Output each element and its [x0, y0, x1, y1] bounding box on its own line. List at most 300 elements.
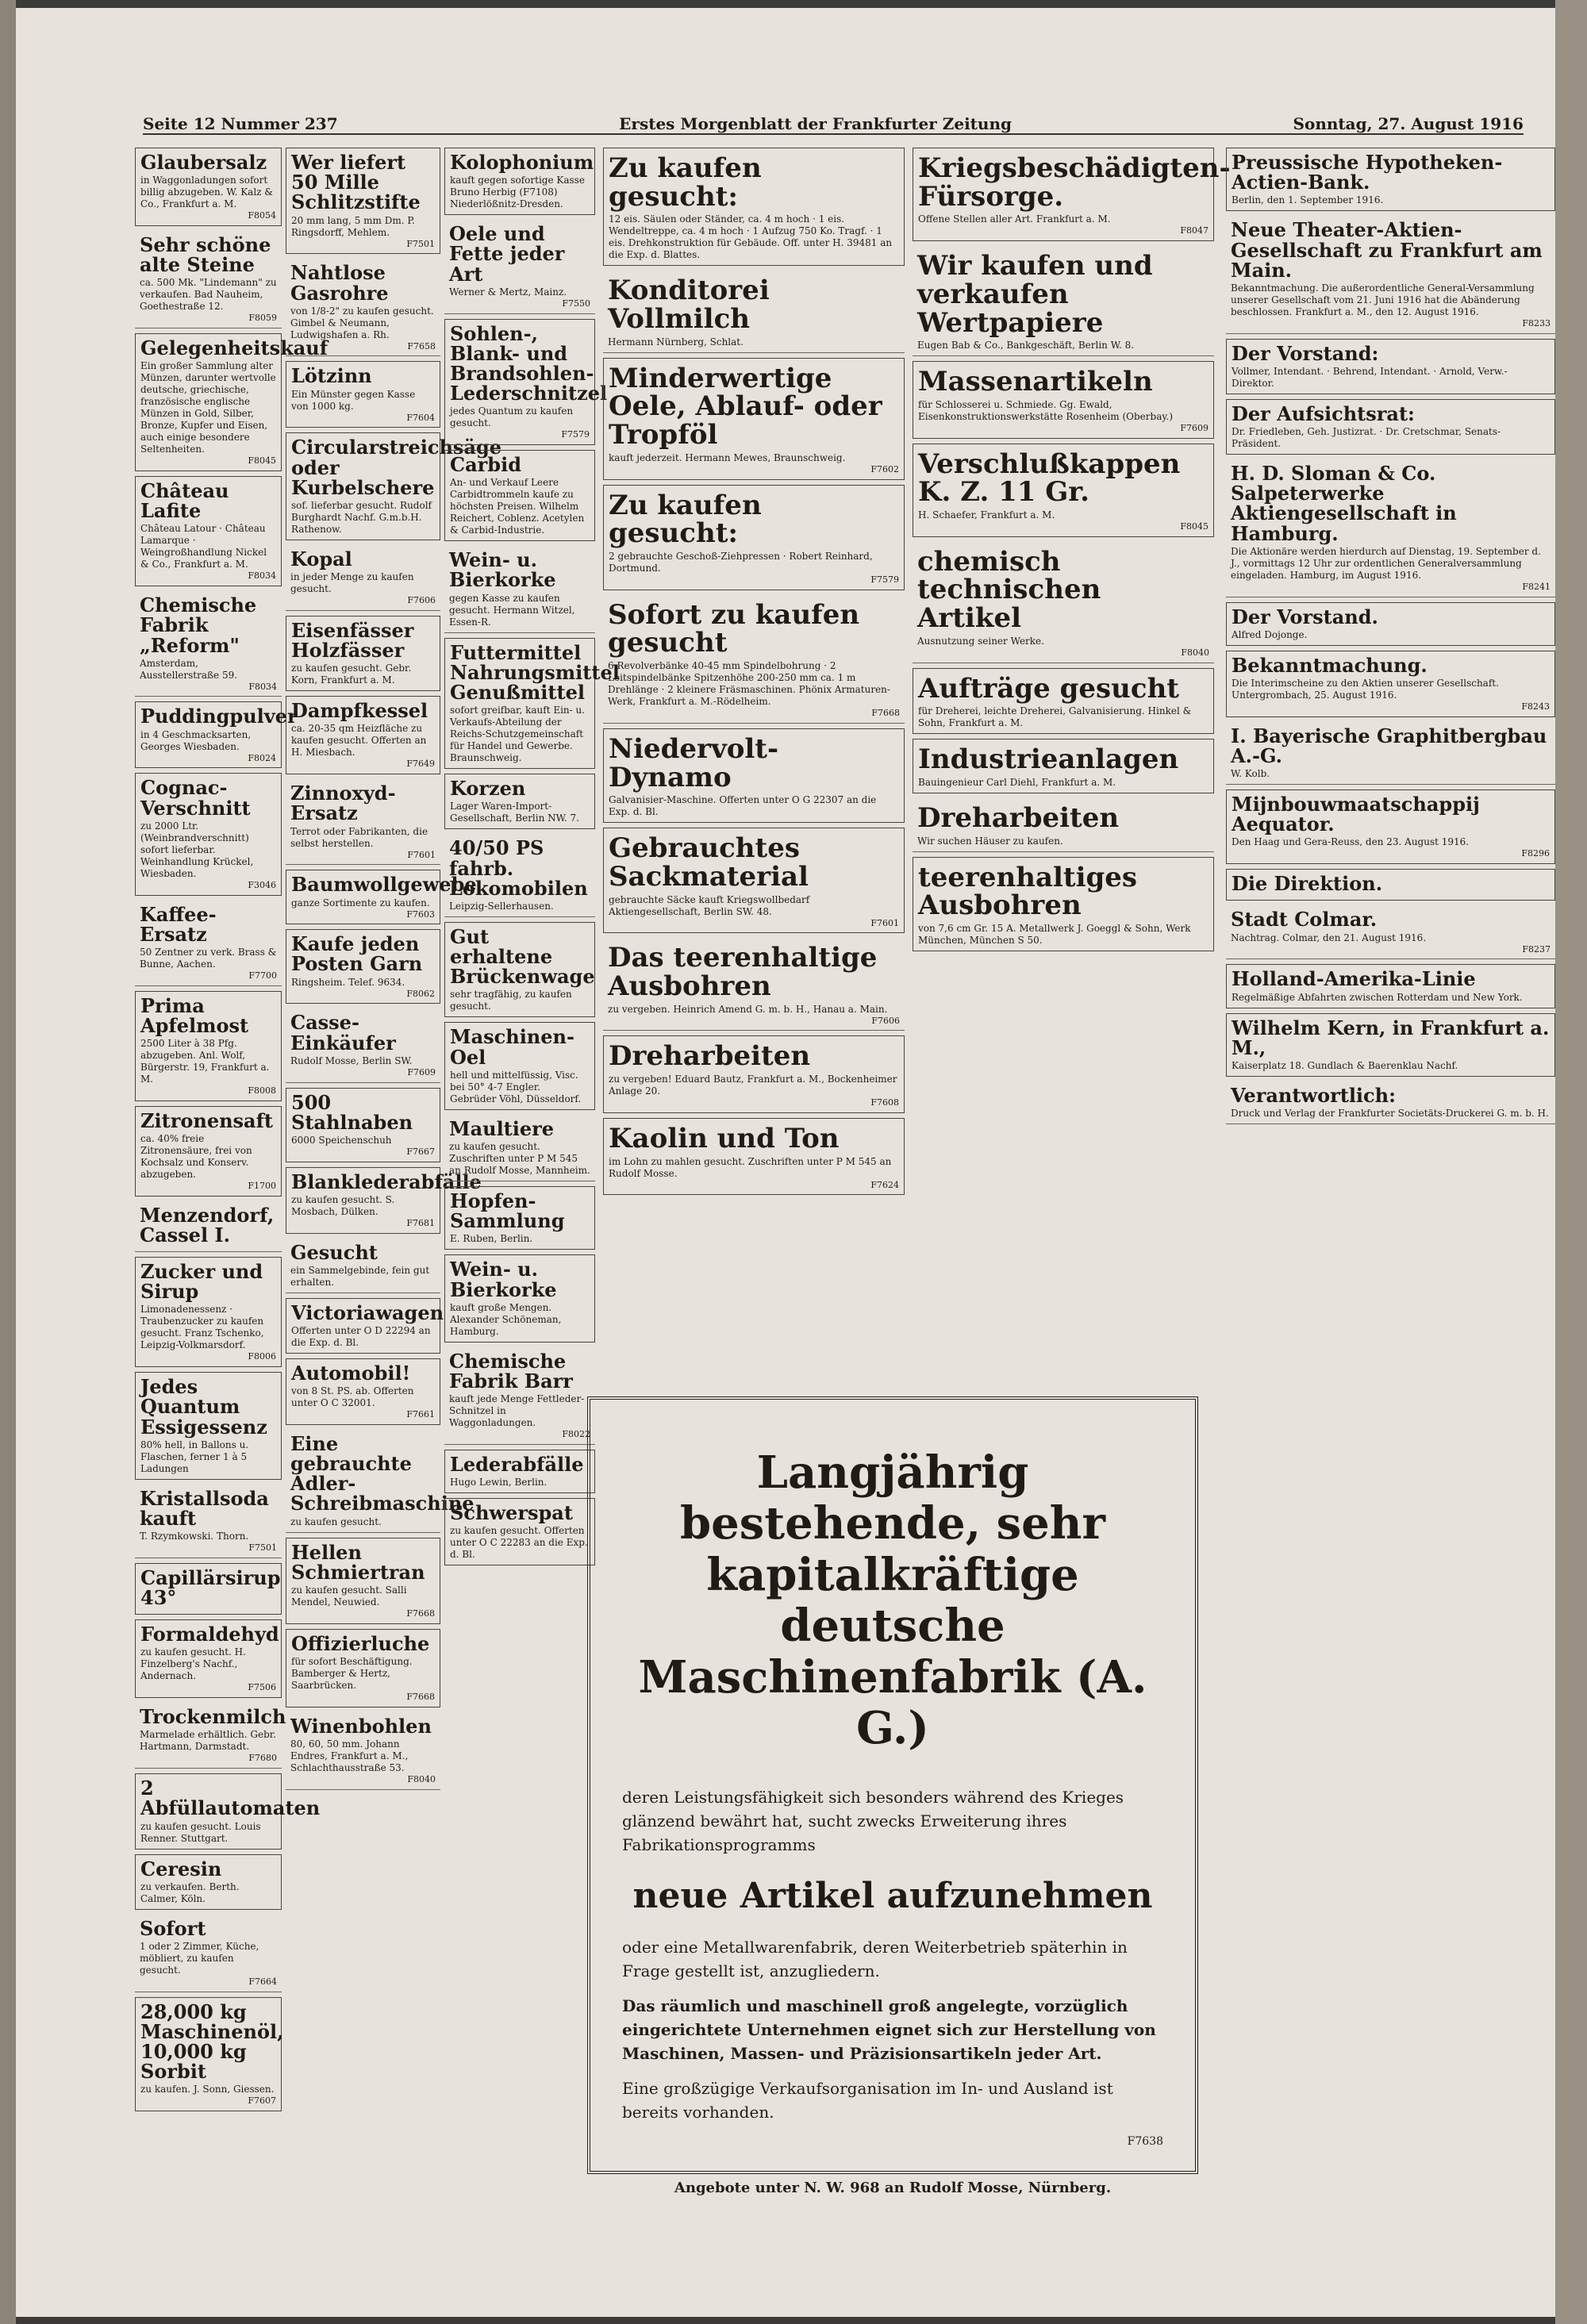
ad-headline: Victoriawagen — [291, 1300, 444, 1324]
classified-ad — [135, 1854, 282, 1910]
advertisement-paragraph-2: oder eine Metallwarenfabrik, deren Weiterbetrieb späterhin in Frage gestellt ist, anzugliedern. — [622, 1938, 1128, 1981]
ad-number: F8006 — [248, 1351, 276, 1362]
ad-body: zu kaufen gesucht. — [290, 1515, 382, 1527]
ad-headline: Der Vorstand. — [1232, 605, 1378, 628]
page-left-edge — [0, 0, 16, 2324]
ad-body: T. Rzymkowski. Thorn. — [140, 1531, 249, 1542]
ad-body: ca. 500 Mk. "Lindemann" zu verkaufen. Bad Nauheim, Goethestraße 12. — [140, 277, 277, 313]
ad-body: Vollmer, Intendant. · Behrend, Intendant. · Arnold, Verw.-Direktor. — [1232, 365, 1508, 389]
ad-headline: Circularstreichsäge oder Kurbelschere — [291, 436, 502, 499]
ad-headline: Zinnoxyd-Ersatz — [290, 782, 396, 825]
ad-headline: Zu kaufen gesucht: — [609, 152, 762, 213]
ad-headline: Casse-Einkäufer — [290, 1011, 396, 1054]
ad-body: Ein Münster gegen Kasse von 1000 kg. — [291, 388, 416, 412]
ad-headline: Maschinen-Oel — [450, 1025, 574, 1069]
advertisement-paragraph-3: Das räumlich und maschinell groß angelegte, vorzüglich eingerichtete Unternehmen eignet sich zur Herstellung von Maschinen, Massen- und Präzisionsartikeln jeder Art. — [622, 1996, 1156, 2064]
classified-ad — [1226, 1013, 1555, 1077]
classified-ad — [135, 1915, 282, 1992]
classified-ad — [286, 1298, 444, 1354]
ad-headline: Trockenmilch — [140, 1705, 286, 1729]
ad-headline: Menzendorf, Cassel I. — [140, 1203, 275, 1247]
classified-ad — [1226, 148, 1555, 211]
ad-number: F7550 — [562, 298, 590, 309]
ad-headline: Wir kaufen und verkaufen Wertpapiere — [917, 250, 1153, 339]
ad-body: E. Ruben, Berlin. — [450, 1233, 533, 1245]
ad-number: F7606 — [871, 1015, 900, 1026]
classified-ad — [135, 1106, 282, 1197]
classified-ad — [135, 701, 298, 768]
ad-body: W. Kolb. — [1231, 768, 1270, 780]
classified-ad — [603, 148, 905, 266]
ad-headline: Mijnbouwmaatschappij Aequator. — [1232, 793, 1480, 836]
classified-ad — [603, 938, 905, 1031]
ad-body: kauft große Mengen. Alexander Schöneman, Hamburg. — [450, 1301, 562, 1337]
ad-body: in jeder Menge zu kaufen gesucht. — [290, 571, 414, 595]
ad-headline: Sofort — [140, 1916, 206, 1940]
classified-ad — [286, 361, 440, 428]
ad-headline: Chemische Fabrik Barr — [449, 1349, 573, 1392]
classified-ad — [286, 545, 440, 611]
ad-body: zu kaufen gesucht. H. Finzelberg's Nachf., Andernach. — [140, 1646, 246, 1682]
ad-number: F8237 — [1522, 943, 1550, 955]
classified-ad — [444, 450, 595, 541]
ad-headline: 2 Abfüllautomaten — [140, 1777, 321, 1820]
ad-headline: Gesucht — [290, 1240, 378, 1264]
ad-body: Wir suchen Häuser zu kaufen. — [917, 835, 1063, 847]
ad-headline: 28,000 kg Maschinenöl, 10,000 kg Sorbit — [140, 1999, 284, 2084]
ad-body: 2500 Liter à 38 Pfg. abzugeben. Anl. Wolf, Bürgerstr. 19, Frankfurt a. M. — [140, 1038, 270, 1085]
ad-headline: Baumwollgewebe — [291, 873, 477, 897]
ad-body: gegen Kasse zu kaufen gesucht. Hermann Witzel, Essen-R. — [449, 592, 575, 628]
classified-ad — [286, 616, 440, 691]
ad-number: F7667 — [406, 1146, 435, 1157]
ad-number: F7700 — [248, 970, 277, 981]
ad-body: Offene Stellen aller Art. Frankfurt a. M. — [918, 213, 1111, 225]
ad-body: 20 mm lang, 5 mm Dm. P. Ringsdorff, Mehlem. — [291, 214, 415, 238]
classified-ad — [286, 1430, 475, 1533]
classified-ad — [135, 1485, 282, 1558]
ad-number: F8233 — [1522, 317, 1550, 328]
ad-number: F8034 — [248, 570, 276, 582]
ad-headline: Verantwortlich: — [1231, 1083, 1396, 1107]
classified-ad — [1226, 869, 1555, 901]
ad-headline: Nahtlose Gasrohre — [290, 261, 389, 305]
ad-number: F8062 — [406, 988, 435, 999]
ad-headline: Gelegenheitskauf — [140, 336, 329, 360]
ad-body: Limonadenessenz · Traubenzucker zu kaufen gesucht. Franz Tschenko, Leipzig-Volkmarsdorf. — [140, 1304, 264, 1351]
classified-ad — [444, 1254, 595, 1342]
classified-ad — [444, 319, 608, 446]
ad-body: zu kaufen gesucht. Offerten unter O C 22283 an die Exp. d. Bl. — [450, 1525, 588, 1561]
ad-body: Hermann Nürnberg, Schlat. — [608, 336, 744, 348]
ad-body: für sofort Beschäftigung. Bamberger & Hertz, Saarbrücken. — [291, 1655, 413, 1691]
ad-headline: Stadt Colmar. — [1231, 908, 1378, 932]
ad-body: Dr. Friedleben, Geh. Justizrat. · Dr. Cretschmar, Senats-Präsident. — [1232, 426, 1501, 450]
ad-body: Regelmäßige Abfahrten zwischen Rotterdam und New York. — [1232, 991, 1523, 1003]
ad-body: zu vergeben. Heinrich Amend G. m. b. H., Hanau a. Main. — [608, 1003, 888, 1015]
classified-ad — [135, 1257, 282, 1367]
ad-number: F7609 — [1180, 422, 1209, 433]
classified-ad — [444, 774, 595, 829]
ad-body: 50 Zentner zu verk. Brass & Bunne, Aachen. — [140, 946, 277, 970]
ad-headline: Dampfkessel — [291, 699, 428, 723]
classified-ad — [135, 1703, 286, 1769]
classified-ad — [603, 595, 905, 724]
ad-headline: Jedes Quantum Essigessenz — [140, 1375, 267, 1439]
ad-body: zu 2000 Ltr. (Weinbrandverschnitt) sofort lieferbar. Weinhandlung Krückel, Wiesbaden. — [140, 820, 254, 879]
ad-number: F7606 — [407, 595, 436, 606]
classified-ad — [1226, 905, 1555, 959]
classified-ad — [135, 231, 282, 328]
ad-body: Berlin, den 1. September 1916. — [1232, 194, 1384, 206]
ad-body: Château Latour · Château Lamarque · Weingroßhandlung Nickel & Co., Frankfurt a. M. — [140, 523, 267, 570]
ad-number: F7609 — [407, 1066, 436, 1077]
classified-ad — [1226, 722, 1555, 785]
ad-headline: Sehr schöne alte Steine — [140, 232, 271, 277]
classified-ad — [913, 444, 1214, 537]
classified-ad — [135, 1563, 282, 1615]
ad-body: zu kaufen gesucht. S. Mosbach, Dülken. — [291, 1193, 395, 1217]
ad-body: zu kaufen gesucht. Salli Mendel, Neuwied. — [291, 1585, 407, 1608]
ad-number: F8008 — [248, 1085, 276, 1096]
ad-headline: Kriegsbeschädigten-Fürsorge. — [918, 152, 1231, 213]
classified-ad — [444, 546, 595, 632]
ad-number: F7624 — [870, 1179, 899, 1190]
ad-headline: Eine gebrauchte Adler-Schreibmaschine — [290, 1431, 475, 1515]
ad-headline: Der Aufsichtsrat: — [1232, 401, 1415, 425]
ad-headline: Cognac-Verschnitt — [140, 776, 251, 820]
ad-number: F7602 — [870, 463, 899, 474]
classified-ad — [603, 828, 905, 933]
ad-number: F7607 — [248, 2095, 276, 2107]
ad-body: Leipzig-Sellerhausen. — [449, 900, 554, 912]
ad-headline: Konditorei Vollmilch — [608, 275, 770, 336]
ad-headline: Neue Theater-Aktien-Gesellschaft zu Frankfurt am Main. — [1231, 218, 1543, 282]
ad-headline: Kaufe jeden Posten Garn — [291, 932, 423, 976]
ad-body: kauft jederzeit. Hermann Mewes, Braunschweig. — [609, 451, 846, 463]
advertisement-title: Langjährig bestehende, sehr kapitalkräftige deutsche Maschinenfabrik (A. G.) — [638, 1446, 1147, 1754]
ad-headline: Schwerspat — [450, 1501, 573, 1525]
ad-body: 2 gebrauchte Geschoß-Ziehpressen · Robert Reinhard, Dortmund. — [609, 550, 873, 574]
ad-body: Die Interimscheine zu den Aktien unserer Gesellschaft. Untergrombach, 25. August 1916. — [1232, 677, 1499, 701]
ad-body: Druck und Verlag der Frankfurter Societäts-Druckerei G. m. b. H. — [1231, 1108, 1549, 1120]
classified-ad — [444, 148, 595, 215]
column-5 — [913, 148, 1231, 1544]
classified-ad — [444, 834, 595, 917]
ad-number: F7680 — [248, 1753, 277, 1764]
ad-body: ganze Sortimente zu kaufen. — [291, 897, 430, 908]
classified-ad — [444, 638, 620, 770]
ad-headline: Das teerenhaltige Ausbohren — [608, 942, 878, 1002]
ad-body: jedes Quantum zu kaufen gesucht. — [450, 405, 574, 429]
ad-headline: Oele und Fette jeder Art — [449, 222, 565, 286]
ad-headline: Offizierluche — [291, 1631, 430, 1655]
ad-number: F7501 — [248, 1542, 277, 1554]
classified-ad — [603, 1118, 905, 1195]
classified-ad — [135, 591, 282, 697]
ad-headline: Lederabfälle — [450, 1452, 584, 1476]
classified-ad — [135, 901, 282, 986]
ad-body: von 1/8-2" zu kaufen gesucht. Gimbel & Neumann, Ludwigshafen a. Rh. — [290, 305, 434, 340]
ad-headline: Prima Apfelmost — [140, 993, 249, 1037]
ad-body: Bauingenieur Carl Diehl, Frankfurt a. M. — [918, 776, 1116, 788]
classified-ad — [135, 333, 329, 471]
ad-body: Eugen Bab & Co., Bankgeschäft, Berlin W. 8. — [917, 340, 1135, 351]
classified-ad — [603, 728, 905, 823]
ad-body: von 7,6 cm Gr. 15 A. Metallwerk J. Goeggl & Sohn, Werk München, München S 50. — [918, 923, 1191, 946]
ad-body: Ein großer Sammlung alter Münzen, darunter wertvolle deutsche, griechische, französische englische Münzen in Gold, Silber, Bronze, Kupfer und Eisen, auch einige besondere Seltenheiten. — [140, 360, 276, 455]
ad-body: ca. 20-35 qm Heizfläche zu kaufen gesucht. Offerten an H. Miesbach. — [291, 723, 427, 759]
advertisement-paragraph-1: deren Leistungsfähigkeit sich besonders während des Krieges glänzend bewährt hat, sucht zwecks Erweiterung ihres Fabrikationsprogramms — [622, 1788, 1124, 1855]
ad-number: F8045 — [1180, 521, 1209, 532]
machine-factory-advertisement — [587, 1396, 1198, 2197]
ad-body: zu kaufen gesucht. Gebr. Korn, Frankfurt a. M. — [291, 663, 412, 686]
ad-headline: Die Direktion. — [1232, 872, 1383, 896]
classified-ad — [913, 857, 1214, 951]
ad-body: zu kaufen gesucht. Zuschriften unter P M 545 an Rudolf Mosse, Mannheim. — [449, 1141, 590, 1176]
ad-body: hell und mittelfüssig, Visc. bei 50° 4-7 Engler. Gebrüder Vöhl, Düsseldorf. — [450, 1069, 582, 1104]
ad-body: Ringsheim. Telef. 9634. — [291, 976, 405, 988]
ad-headline: Wein- u. Bierkorke — [449, 548, 556, 592]
ad-headline: Dreharbeiten — [609, 1040, 811, 1073]
ad-body: Ausnutzung seiner Werke. — [917, 635, 1044, 647]
classified-ad — [1226, 651, 1555, 717]
classified-ad — [913, 668, 1214, 735]
ad-headline: Niedervolt-Dynamo — [609, 732, 779, 793]
ad-number: F7604 — [406, 412, 435, 423]
ad-number: F7681 — [406, 1217, 435, 1228]
ad-body: Den Haag und Gera-Reuss, den 23. August 1916. — [1232, 836, 1470, 848]
ad-number: F7579 — [561, 429, 590, 440]
classified-ad — [286, 696, 440, 774]
classified-ad — [1226, 602, 1555, 646]
header-right: Sonntag, 27. August 1916 — [1293, 114, 1524, 133]
ad-headline: Glaubersalz — [140, 151, 267, 174]
classified-ad — [1226, 399, 1555, 455]
ad-body: 6 Revolverbänke 40-45 mm Spindelbohrung · 2 Leitspindelbänke Spitzenhöhe 200-250 mm ca. 1 m Drehlänge · 2 kleinere Fräsmaschinen. Phönix Armaturen-Werk, Frankfurt a. M.-Rödelheim. — [608, 660, 890, 708]
classified-ad — [286, 1358, 440, 1425]
classified-ad — [286, 1712, 440, 1790]
ad-headline: Kaolin und Ton — [609, 1122, 840, 1154]
classified-ad — [603, 1035, 905, 1112]
ad-body: ein Sammelgebinde, fein gut erhalten. — [290, 1264, 430, 1288]
ad-headline: Sohlen-, Blank- und Brandsohlen-Lederschnitzel — [450, 321, 608, 405]
ad-headline: 40/50 PS fahrb. Lokomobilen — [449, 836, 588, 900]
ad-body: sehr tragfähig, zu kaufen gesucht. — [450, 989, 572, 1012]
column-3 — [444, 148, 620, 2290]
ad-body: Amsterdam, Ausstellerstraße 59. — [140, 657, 238, 681]
ad-body: Die Aktionäre werden hierdurch auf Dienstag, 19. September d. J., vormittags 12 Uhr zur ordentlichen Generalversammlung eingeladen. Hamburg, im August 1916. — [1231, 545, 1541, 581]
ad-number: F7601 — [407, 849, 436, 860]
ad-body: für Dreherei, leichte Dreherei, Galvanisierung. Hinkel & Sohn, Frankfurt a. M. — [918, 705, 1192, 729]
classified-ad — [135, 1372, 282, 1480]
ad-number: F8059 — [248, 313, 277, 324]
ad-body: Offerten unter O D 22294 an die Exp. d. Bl. — [291, 1324, 431, 1348]
classified-ad — [913, 798, 1214, 852]
ad-headline: I. Bayerische Graphitbergbau A.-G. — [1231, 724, 1547, 767]
ad-headline: Château Lafite — [140, 479, 229, 523]
ad-body: kauft jede Menge Fettleder-Schnitzel in Waggonladungen. — [449, 1393, 585, 1429]
ad-headline: H. D. Sloman & Co. Salpeterwerke Aktiengesellschaft in Hamburg. — [1231, 462, 1457, 545]
ad-body: Bekanntmachung. Die außerordentliche General-Versammlung unserer Gesellschaft vom 21. Juni 1916 hat die Abänderung beschlossen. Frankfurt a. M., den 12. August 1916. — [1231, 282, 1535, 317]
ad-body: zu verkaufen. Berth. Calmer, Köln. — [140, 1880, 240, 1904]
classified-ad — [135, 773, 282, 895]
ad-number: F8241 — [1522, 581, 1550, 592]
ad-headline: Dreharbeiten — [917, 801, 1120, 834]
classified-ad — [135, 148, 282, 226]
ad-headline: Blanklederabfälle — [291, 1170, 482, 1193]
ad-number: F8045 — [248, 455, 276, 467]
classified-ad — [1226, 1081, 1555, 1124]
ad-headline: Verschlußkappen K. Z. 11 Gr. — [918, 448, 1181, 509]
ad-body: 6000 Speichenschuh — [291, 1134, 392, 1146]
classified-ad — [135, 476, 282, 586]
ad-body: zu vergeben! Eduard Bautz, Frankfurt a. M., Bockenheimer Anlage 20. — [609, 1074, 897, 1097]
ad-body: Nachtrag. Colmar, den 21. August 1916. — [1231, 932, 1427, 943]
ad-number: F8040 — [407, 1773, 436, 1784]
classified-ad — [603, 271, 905, 352]
classified-ad — [603, 358, 905, 480]
ad-number: F8024 — [248, 752, 276, 763]
ad-body: Alfred Dojonge. — [1232, 628, 1308, 640]
ad-headline: Carbid — [450, 453, 521, 476]
advertisement-paragraph-4: Eine großzügige Verkaufsorganisation im In- und Ausland ist bereits vorhanden. — [622, 2079, 1113, 2122]
ad-number: F7506 — [248, 1682, 276, 1693]
classified-ad — [913, 739, 1214, 793]
ad-body: in 4 Geschmacksarten, Georges Wiesbaden. — [140, 728, 252, 752]
ad-headline: teerenhaltiges Ausbohren — [918, 861, 1138, 922]
ad-headline: chemisch technischen Artikel — [917, 545, 1101, 635]
classified-ad — [1226, 789, 1555, 864]
classified-ad — [286, 1629, 440, 1707]
ad-body: zu kaufen. J. Sonn, Giessen. — [140, 2084, 275, 2095]
ad-headline: Lötzinn — [291, 364, 372, 388]
classified-ad — [286, 929, 440, 1004]
ad-body: Kaiserplatz 18. Gundlach & Baerenklau Nachf. — [1232, 1059, 1458, 1071]
classified-ad — [444, 1186, 595, 1250]
ad-headline: Puddingpulver — [140, 705, 298, 728]
ad-number: F8047 — [1180, 225, 1209, 236]
ad-number: F7668 — [406, 1691, 435, 1702]
newspaper-page — [16, 8, 1555, 2317]
ad-headline: Wilhelm Kern, in Frankfurt a. M., — [1232, 1016, 1550, 1059]
header-center: Erstes Morgenblatt der Frankfurter Zeitung — [619, 114, 1012, 133]
classified-ad — [603, 485, 905, 590]
ad-headline: Korzen — [450, 777, 526, 801]
ad-headline: Industrieanlagen — [918, 743, 1179, 776]
ad-headline: Futtermittel Nahrungsmittel Genußmittel — [450, 640, 620, 704]
ad-number: F7658 — [407, 340, 436, 351]
classified-ad — [444, 1450, 595, 1493]
ad-headline: Holland-Amerika-Linie — [1232, 967, 1476, 991]
classified-ad — [286, 259, 440, 356]
ad-body: zu kaufen gesucht. Louis Renner. Stuttgart. — [140, 1820, 261, 1844]
ad-headline: Automobil! — [291, 1361, 411, 1385]
ad-number: F1700 — [248, 1180, 276, 1191]
ad-body: im Lohn zu mahlen gesucht. Zuschriften unter P M 545 an Rudolf Mosse. — [609, 1155, 892, 1179]
classified-ad — [444, 922, 595, 1018]
ad-headline: Hellen Schmiertran — [291, 1540, 425, 1584]
ad-body: Rudolf Mosse, Berlin SW. — [290, 1054, 413, 1066]
ad-headline: Massenartikeln — [918, 366, 1153, 398]
ad-headline: Gebrauchtes Sackmaterial — [609, 832, 809, 893]
ad-headline: Kolophonium — [450, 151, 594, 174]
ad-number: F8040 — [1181, 647, 1209, 658]
ad-headline: Chemische Fabrik „Reform" — [140, 593, 257, 657]
classified-ad — [444, 1115, 595, 1181]
ad-number: F7661 — [406, 1409, 435, 1420]
ad-number: F7608 — [870, 1097, 899, 1108]
classified-ad — [913, 361, 1214, 438]
ad-body: Werner & Mertz, Mainz. — [449, 286, 567, 298]
ad-body: An- und Verkauf Leere Carbidtrommeln kaufe zu höchsten Preisen. Wilhelm Reichert, Coblenz. Acetylen & Carbid-Industrie. — [450, 477, 585, 536]
ad-number: F7603 — [406, 908, 435, 920]
classified-ad — [1226, 216, 1555, 333]
ad-number: F3046 — [248, 879, 276, 890]
classified-ad — [913, 148, 1231, 241]
classified-ad — [286, 1239, 440, 1293]
ad-headline: Hopfen-Sammlung — [450, 1189, 565, 1233]
header-left: Seite 12 Nummer 237 — [143, 114, 338, 133]
ad-headline: Der Vorstand: — [1232, 341, 1379, 365]
classified-ad — [135, 1773, 321, 1849]
advertisement-number: F7638 — [1127, 2135, 1163, 2149]
ad-number: F7649 — [406, 759, 435, 770]
ad-headline: Zucker und Sirup — [140, 1260, 263, 1304]
ad-number: F8022 — [562, 1429, 590, 1440]
ad-body: 12 eis. Säulen oder Ständer, ca. 4 m hoch · 1 eis. Wendeltreppe, ca. 4 m hoch · 1 Aufzug 750 Ko. Tragf. · 1 eis. Drehkonstruktion für Gebäude. Off. unter H. 39481 an die Exp. d. Blattes. — [609, 213, 893, 261]
classified-ad — [135, 991, 282, 1101]
ad-headline: Aufträge gesucht — [918, 672, 1180, 705]
classified-ad — [444, 220, 595, 313]
ad-headline: Zitronensaft — [140, 1108, 274, 1132]
ad-number: F7664 — [248, 1976, 277, 1987]
classified-ad — [286, 1538, 440, 1624]
ad-number: F7668 — [871, 708, 900, 719]
ad-number: F8296 — [1521, 848, 1550, 859]
ad-headline: Formaldehyd — [140, 1623, 279, 1646]
ad-body: kauft gegen sofortige Kasse Bruno Herbig (F7108) Niederlößnitz-Dresden. — [450, 175, 585, 210]
ad-body: in Waggonladungen sofort billig abzugeben. W. Kalz & Co., Frankfurt a. M. — [140, 175, 273, 210]
ad-body: sofort greifbar, kauft Ein- u. Verkaufs-Abteilung der Reichs-Schutzgemeinschaft für Handel und Gewerbe. Braunschweig. — [450, 705, 586, 764]
ad-headline: Wein- u. Bierkorke — [450, 1258, 557, 1301]
ad-body: Hugo Lewin, Berlin. — [450, 1477, 548, 1489]
ad-number: F8243 — [1521, 701, 1550, 712]
advertisement-headline: neue Artikel aufzunehmen — [632, 1876, 1153, 1917]
ad-number: F7579 — [870, 574, 899, 585]
classified-ad — [135, 1997, 282, 2112]
ad-headline: Maultiere — [449, 1116, 555, 1140]
classified-ad — [1226, 459, 1555, 597]
ad-number: F8054 — [248, 210, 276, 221]
classified-ad — [286, 1167, 482, 1234]
page-header — [143, 105, 1524, 135]
classified-ad — [913, 542, 1214, 663]
ad-headline: Winenbohlen — [290, 1714, 432, 1738]
classified-ad — [444, 1347, 595, 1445]
ad-body: Galvanisier-Maschine. Offerten unter O G 22307 an die Exp. d. Bl. — [609, 794, 877, 818]
ad-number: F7601 — [870, 917, 899, 928]
classified-ad — [286, 779, 440, 865]
classified-ad — [286, 1088, 440, 1162]
classified-ad — [1226, 964, 1555, 1008]
ad-body: Terrot oder Fabrikanten, die selbst herstellen. — [290, 825, 428, 849]
ad-body: sof. lieferbar gesucht. Rudolf Burghardt Nachf. G.m.b.H. Rathenow. — [291, 499, 432, 535]
ad-body: 1 oder 2 Zimmer, Küche, möbliert, zu kaufen gesucht. — [140, 1940, 259, 1976]
ad-headline: 500 Stahlnaben — [291, 1090, 413, 1134]
classified-ad — [135, 1201, 282, 1252]
ad-headline: Wer liefert 50 Mille Schlitzstifte — [291, 151, 421, 214]
